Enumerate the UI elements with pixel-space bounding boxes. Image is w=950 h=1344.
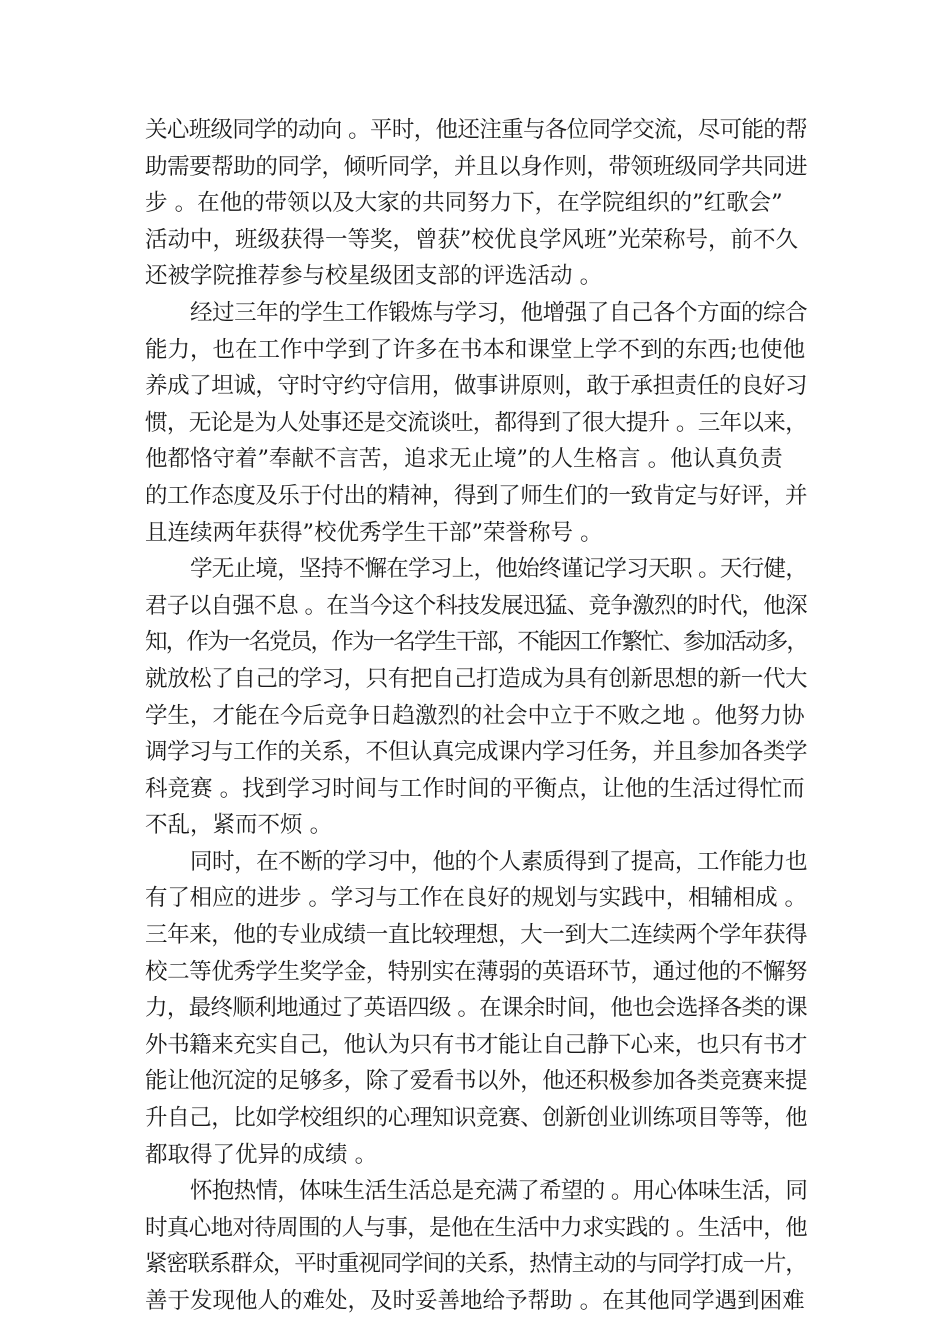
text-line: 外书籍来充实自己，他认为只有书才能让自己静下心来，也只有书才 bbox=[145, 1031, 808, 1058]
text-line: 还被学院推荐参与校星级团支部的评选活动 。 bbox=[145, 263, 603, 290]
text-line: 善于发现他人的难处，及时妥善地给予帮助 。在其他同学遇到困难 bbox=[145, 1288, 805, 1314]
paragraph-first-line: 经过三年的学生工作锻炼与学习，他增强了自己各个方面的综合 bbox=[190, 299, 808, 326]
text-line: 活动中，班级获得一等奖，曾获”校优良学风班”光荣称号，前不久 bbox=[145, 226, 799, 253]
text-line: 知，作为一名党员，作为一名学生干部，不能因工作繁忙、参加活动多， bbox=[145, 629, 808, 656]
paragraph-first-line: 怀抱热情，体味生活生活总是充满了希望的 。用心体味生活，同 bbox=[190, 1178, 808, 1205]
text-line: 的工作态度及乐于付出的精神，得到了师生们的一致肯定与好评，并 bbox=[145, 482, 808, 509]
text-line: 力，最终顺利地通过了英语四级 。在课余时间，他也会选择各类的课 bbox=[145, 995, 808, 1022]
text-line: 学生，才能在今后竞争日趋激烈的社会中立于不败之地 。他努力协 bbox=[145, 702, 805, 729]
text-line: 养成了坦诚，守时守约守信用，做事讲原则，敢于承担责任的良好习 bbox=[145, 373, 808, 400]
paragraph-first-line: 学无止境，坚持不懈在学习上，他始终谨记学习天职 。天行健， bbox=[190, 556, 808, 583]
text-line: 升自己，比如学校组织的心理知识竞赛、创新创业训练项目等等，他 bbox=[145, 1105, 808, 1132]
text-line: 关心班级同学的动向 。平时，他还注重与各位同学交流，尽可能的帮 bbox=[145, 117, 808, 143]
text-line: 步 。在他的带领以及大家的共同努力下，在学院组织的”红歌会” bbox=[145, 190, 783, 217]
text-line: 惯，无论是为人处事还是交流谈吐，都得到了很大提升 。三年以来， bbox=[145, 409, 808, 436]
text-line: 都取得了优异的成绩 。 bbox=[145, 1141, 378, 1168]
document-body bbox=[145, 112, 807, 1320]
text-line: 有了相应的进步 。学习与工作在良好的规划与实践中，相辅相成 。 bbox=[145, 885, 807, 912]
text-line: 且连续两年获得”校优秀学生干部”荣誉称号 。 bbox=[145, 519, 603, 546]
paragraph-first-line: 同时，在不断的学习中，他的个人素质得到了提高，工作能力也 bbox=[190, 848, 808, 875]
text-line: 调学习与工作的关系，不但认真完成课内学习任务，并且参加各类学 bbox=[145, 739, 808, 766]
text-line: 紧密联系群众，平时重视同学间的关系，热情主动的与同学打成一片， bbox=[145, 1251, 807, 1278]
text-line: 君子以自强不息 。在当今这个科技发展迅猛、竞争激烈的时代，他深 bbox=[145, 592, 808, 619]
text-line: 能力，也在工作中学到了许多在书本和课堂上学不到的东西;也使他 bbox=[145, 336, 806, 363]
text-line: 不乱，紧而不烦 。 bbox=[145, 812, 333, 839]
text-line: 就放松了自己的学习，只有把自己打造成为具有创新思想的新一代大 bbox=[145, 665, 808, 692]
text-line: 三年来，他的专业成绩一直比较理想，大一到大二连续两个学年获得 bbox=[145, 922, 808, 949]
text-line: 时真心地对待周围的人与事，是他在生活中力求实践的 。生活中，他 bbox=[145, 1214, 808, 1241]
text-line: 校二等优秀学生奖学金，特别实在薄弱的英语环节，通过他的不懈努 bbox=[145, 958, 808, 985]
text-line: 能让他沉淀的足够多，除了爱看书以外，他还积极参加各类竞赛来提 bbox=[145, 1068, 808, 1095]
text-line: 科竞赛 。找到学习时间与工作时间的平衡点，让他的生活过得忙而 bbox=[145, 775, 805, 802]
text-line: 助需要帮助的同学，倾听同学，并且以身作则，带领班级同学共同进 bbox=[145, 153, 808, 180]
text-line: 他都恪守着”奉献不言苦，追求无止境”的人生格言 。他认真负责 bbox=[145, 446, 783, 473]
